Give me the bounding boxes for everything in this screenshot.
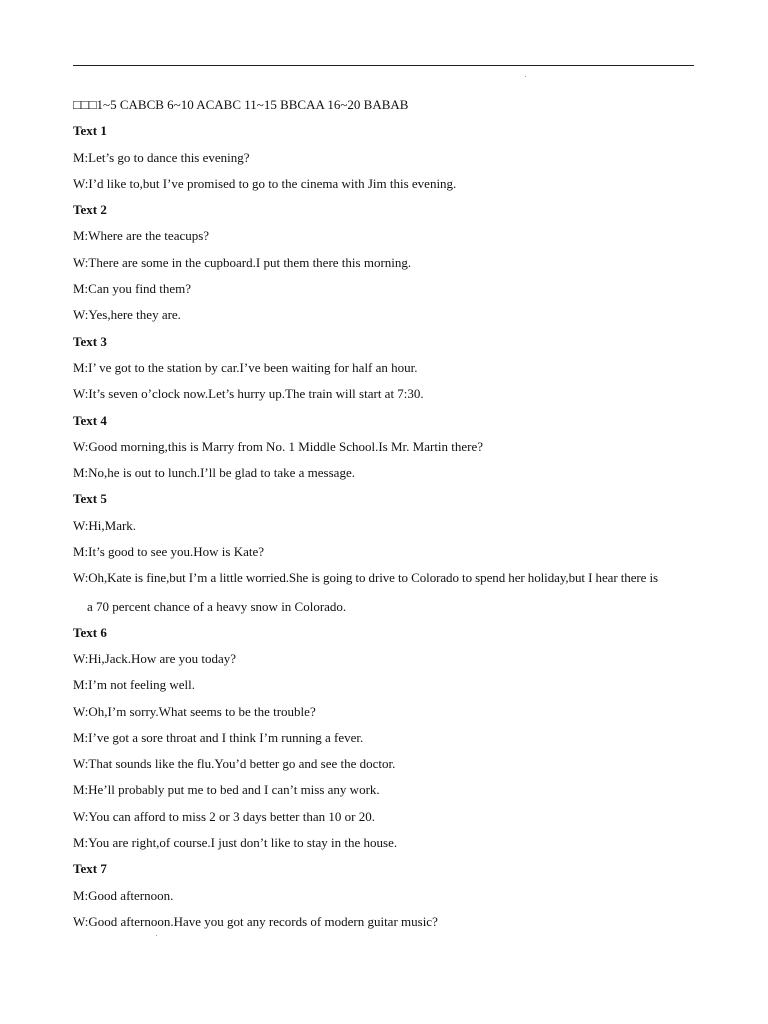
dialogue-line: M:Where are the teacups? — [73, 228, 210, 244]
dialogue-line: M:I’ve got a sore throat and I think I’m running a fever. — [73, 729, 364, 745]
section-heading: Text 6 — [73, 624, 107, 640]
dialogue-line: W:That sounds like the flu.You’d better go and see the doctor. — [73, 756, 396, 772]
dialogue-line: W:Hi,Jack.How are you today? — [73, 650, 237, 666]
dialogue-line: W:It’s seven o’clock now.Let’s hurry up.The train will start at 7:30. — [73, 386, 424, 402]
dialogue-line: M:Good afternoon. — [73, 887, 174, 903]
dialogue-line: M:I’m not feeling well. — [73, 677, 196, 693]
dialogue-line: W:There are some in the cupboard.I put them there this morning. — [73, 254, 412, 270]
section-heading: Text 4 — [73, 412, 107, 428]
dialogue-line: M:Let’s go to dance this evening? — [73, 149, 250, 165]
dialogue-line: W:You can afford to miss 2 or 3 days better than 10 or 20. — [73, 808, 375, 824]
dialogue-line: M:I’ ve got to the station by car.I’ve been waiting for half an hour. — [73, 359, 418, 375]
dialogue-line: W:Good afternoon.Have you got any records of modern guitar music? — [73, 913, 438, 929]
dialogue-line: M:You are right,of course.I just don’t like to stay in the house. — [73, 835, 398, 851]
transcript — [73, 118, 701, 935]
scan-speck — [525, 76, 526, 77]
dialogue-line: W:Oh,I’m sorry.What seems to be the trouble? — [73, 703, 316, 719]
dialogue-line: W:Yes,here they are. — [73, 307, 181, 323]
dialogue-line-continuation: a 70 percent chance of a heavy snow in Colorado. — [87, 598, 347, 614]
dialogue-line: W:Good morning,this is Marry from No. 1 Middle School.Is Mr. Martin there? — [73, 438, 484, 454]
dialogue-line: M:He’ll probably put me to bed and I can’t miss any work. — [73, 782, 380, 798]
dialogue-line: M:No,he is out to lunch.I’ll be glad to take a message. — [73, 465, 355, 481]
dialogue-line: W:Hi,Mark. — [73, 517, 137, 533]
section-heading: Text 2 — [73, 202, 107, 218]
document-body — [73, 92, 701, 935]
section-heading: Text 7 — [73, 861, 107, 877]
dialogue-line: W:I’d like to,but I’ve promised to go to the cinema with Jim this evening. — [73, 175, 457, 191]
section-heading: Text 3 — [73, 333, 107, 349]
section-heading: Text 5 — [73, 491, 107, 507]
section-heading: Text 1 — [73, 123, 107, 139]
answer-key-line: □□□1~5 CABCB 6~10 ACABC 11~15 BBCAA 16~20 BABAB — [73, 97, 409, 112]
dialogue-line: M:It’s good to see you.How is Kate? — [73, 544, 265, 560]
dialogue-line: W:Oh,Kate is fine,but I’m a little worried.She is going to drive to Colorado to spend her holiday,but I hear there is — [73, 570, 659, 586]
header-rule — [73, 65, 694, 66]
dialogue-line: M:Can you find them? — [73, 281, 192, 297]
